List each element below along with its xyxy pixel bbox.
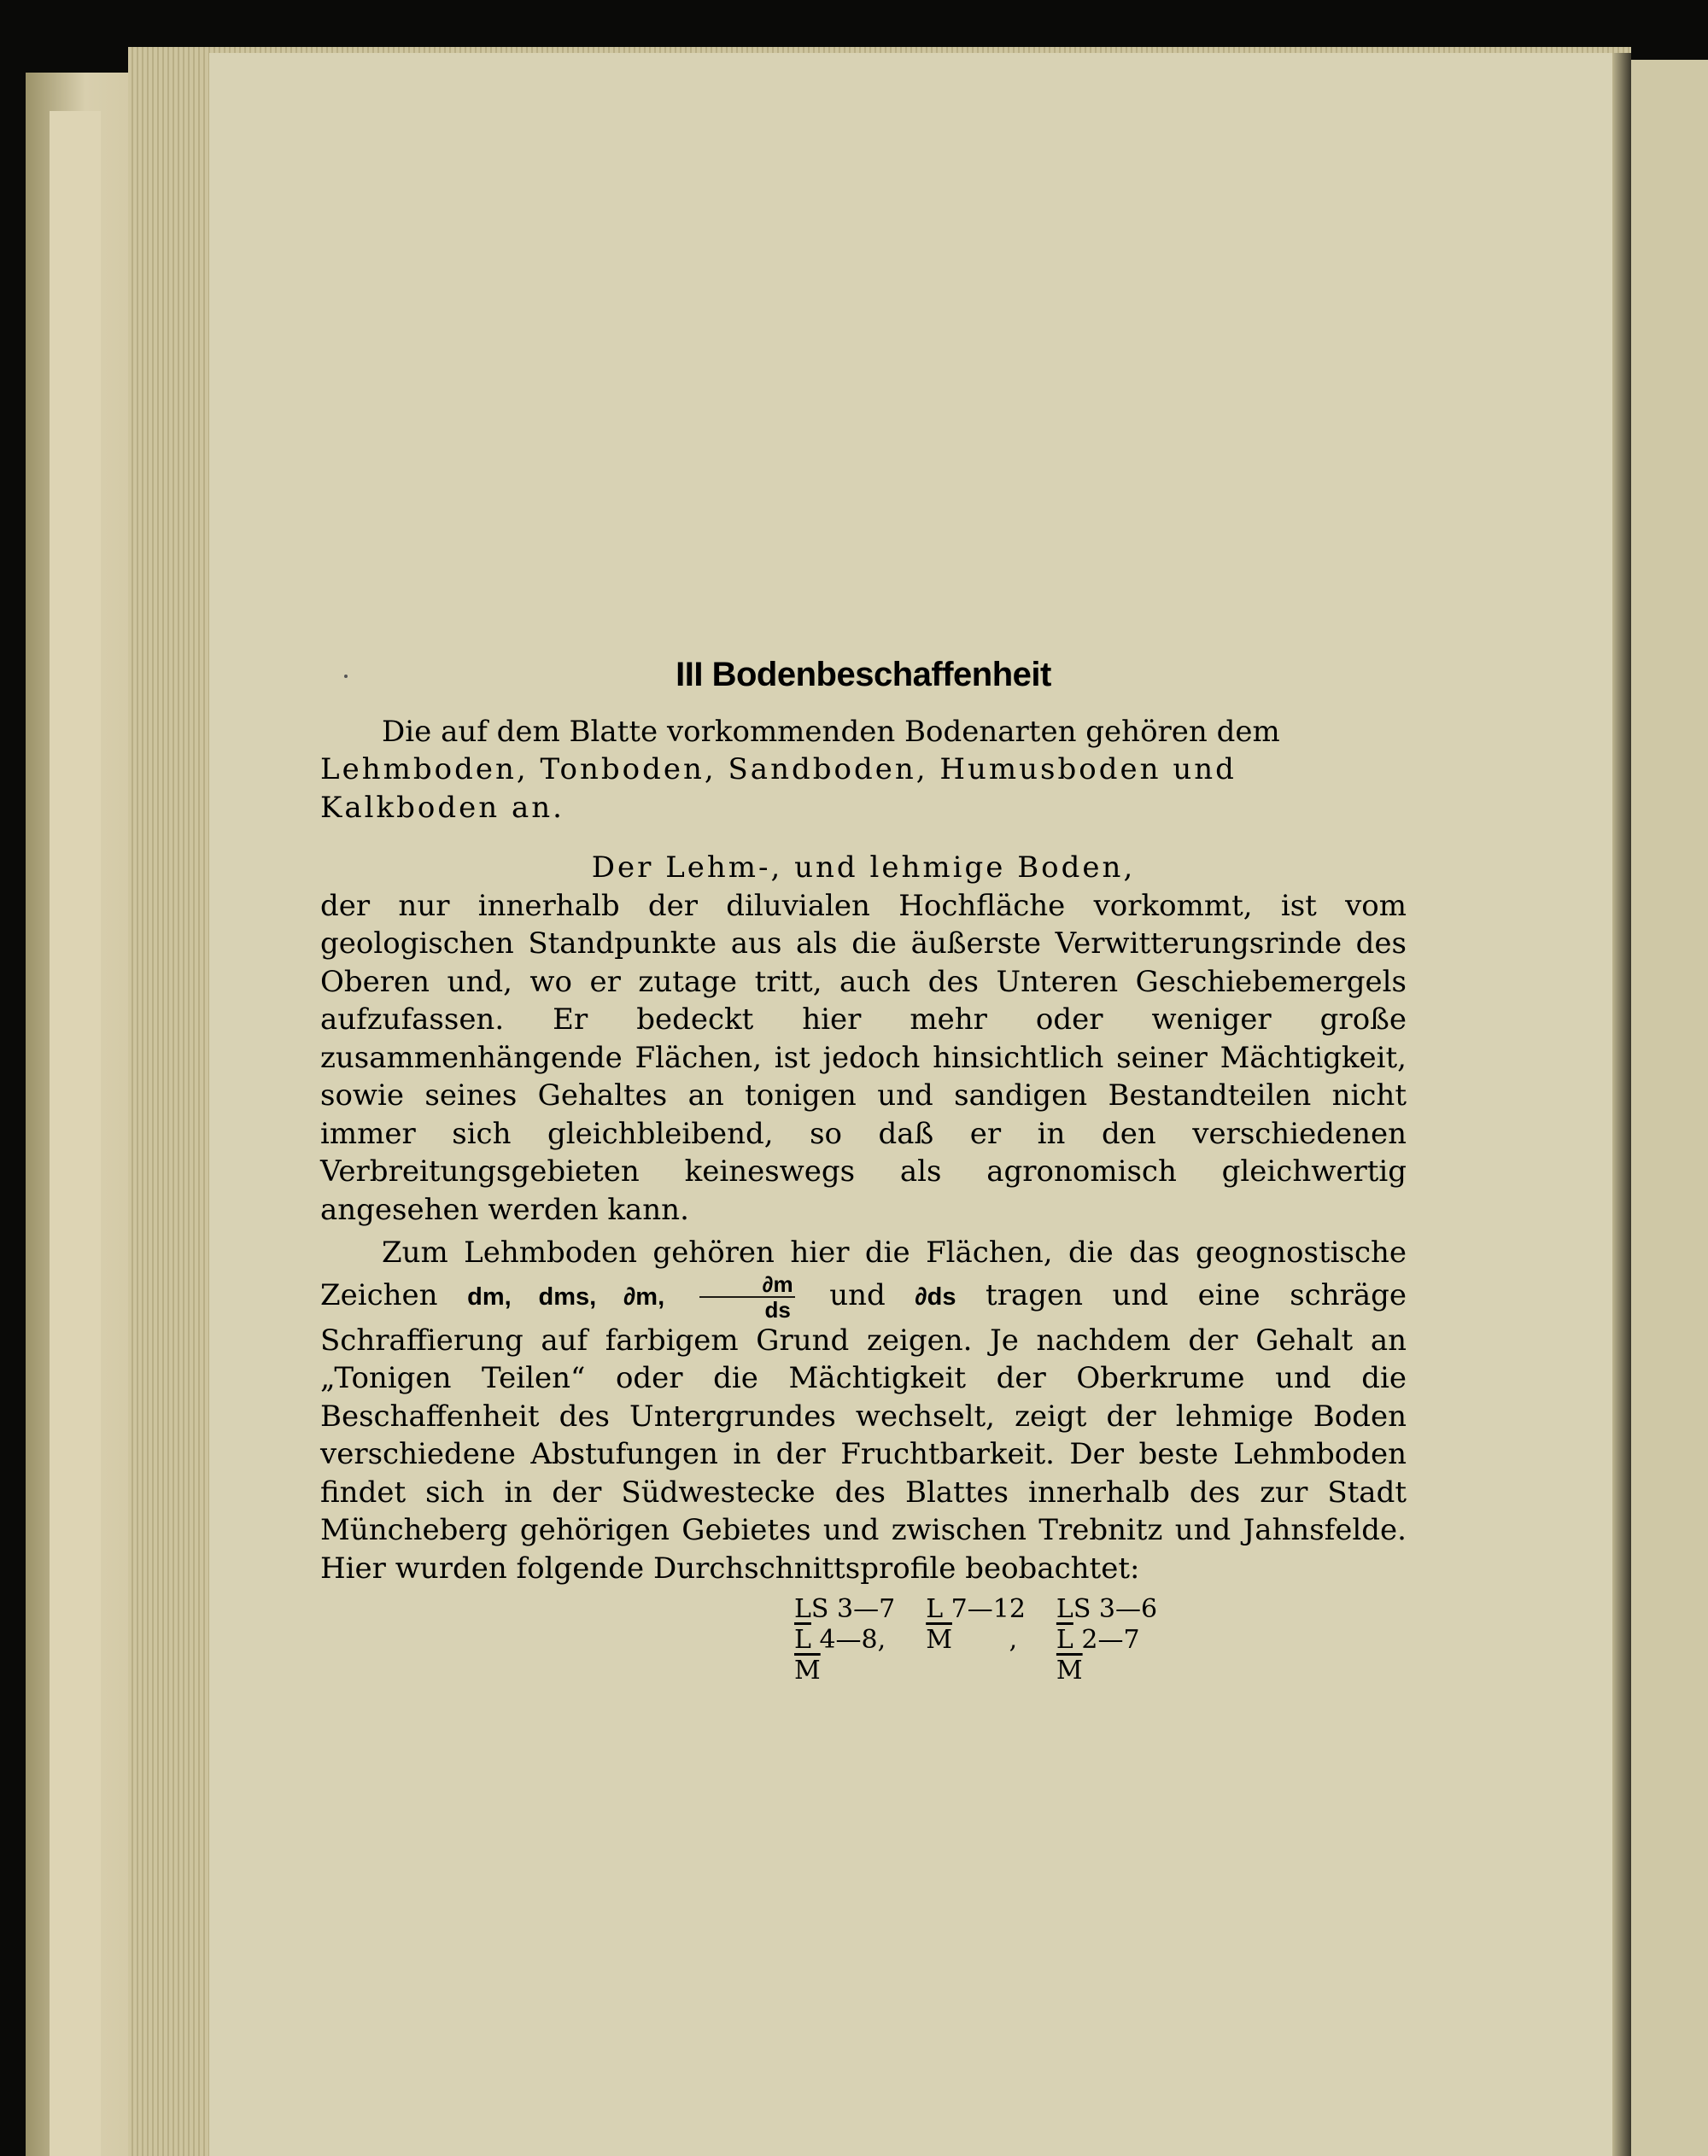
- profile-1-row-3: $\overline{M}$: [794, 1656, 821, 1686]
- geognostic-fraction: [699, 1272, 795, 1322]
- intro-line-1: Die auf dem Blatte vorkommenden Bodenarten gehören dem: [382, 714, 1280, 749]
- intro-line-2: Lehmboden, Tonboden, Sandboden, Humusboden und: [320, 752, 1237, 786]
- profile-2-row-2: $\overline{M}$ ,: [926, 1625, 1018, 1655]
- geognostic-sign-last: ∂ds: [915, 1282, 956, 1311]
- subheading: Der Lehm-, und lehmige Boden,: [591, 850, 1136, 885]
- profile-2-row-1: L 7—12: [926, 1594, 1026, 1624]
- section-heading: III Bodenbeschaffenheit: [676, 656, 1051, 693]
- page-content: [320, 598, 1407, 1686]
- paragraph-2-start: Zum Lehmboden gehören hier die Flächen, die das geognostische Zeichen: [320, 1236, 1407, 1312]
- profile-1-row-1: LS 3—7: [794, 1594, 896, 1624]
- profile-1: [794, 1594, 895, 1686]
- paragraph-1: der nur innerhalb der diluvialen Hochfläche vorkommt, ist vom geologischen Standpunkte aus als die äußerste Verwitterungsrinde des Oberen und, wo er zutage tritt, auch des Unteren Geschiebemergels aufzufassen. Er bedeckt hier mehr oder weniger große zusammenhängende Flächen, ist jedoch hinsichtlich seiner Mächtigkeit, sowie seines Gehaltes an tonigen und sandigen Bestandteilen nicht immer sich gleichbleibend, so daß er in den verschiedenen Verbreitungsgebieten keineswegs als agronomisch gleichwertig angesehen werden kann.: [320, 888, 1407, 1227]
- paragraph-2-rest: tragen und eine schräge Schraffierung auf farbigem Grund zeigen. Je nachdem der Gehalt an „Tonigen Teilen“ oder die Mächtigkeit der Oberkrume und die Beschaffenheit des Untergrundes wechselt, zeigt der lehmige Boden verschiedene Abstufungen in der Fruchtbarkeit. Der beste Lehmboden findet sich in der Südwestecke des Blattes innerhalb des zur Stadt Müncheberg gehörigen Gebietes und zwischen Trebnitz und Jahnsfelde. Hier wurden folgende Durchschnittsprofile beobachtet:: [320, 1277, 1407, 1586]
- profile-3: [1056, 1594, 1157, 1686]
- fraction-numerator: ∂m: [699, 1272, 795, 1298]
- profile-2: [926, 1594, 1026, 1686]
- book-left-inner: [50, 111, 101, 2156]
- profile-3-row-1: LS 3—6: [1056, 1594, 1158, 1624]
- page-gutter: [1612, 53, 1631, 2156]
- profile-3-row-2: $\overline{L}$ 2—7: [1056, 1625, 1140, 1655]
- right-page: [1627, 60, 1708, 2156]
- profile-3-row-3: $\overline{M}$: [1056, 1656, 1083, 1686]
- paragraph-2: [320, 1234, 1407, 1587]
- intro-line-3: Kalkboden an.: [320, 790, 564, 825]
- profile-1-row-2: $\overline{L}$ 4—8,: [794, 1625, 886, 1655]
- fraction-denominator: ds: [764, 1296, 791, 1323]
- geognostic-signs: dm, dms, ∂m,: [467, 1282, 665, 1311]
- soil-profiles: [794, 1594, 1407, 1686]
- und-word: und: [829, 1277, 886, 1312]
